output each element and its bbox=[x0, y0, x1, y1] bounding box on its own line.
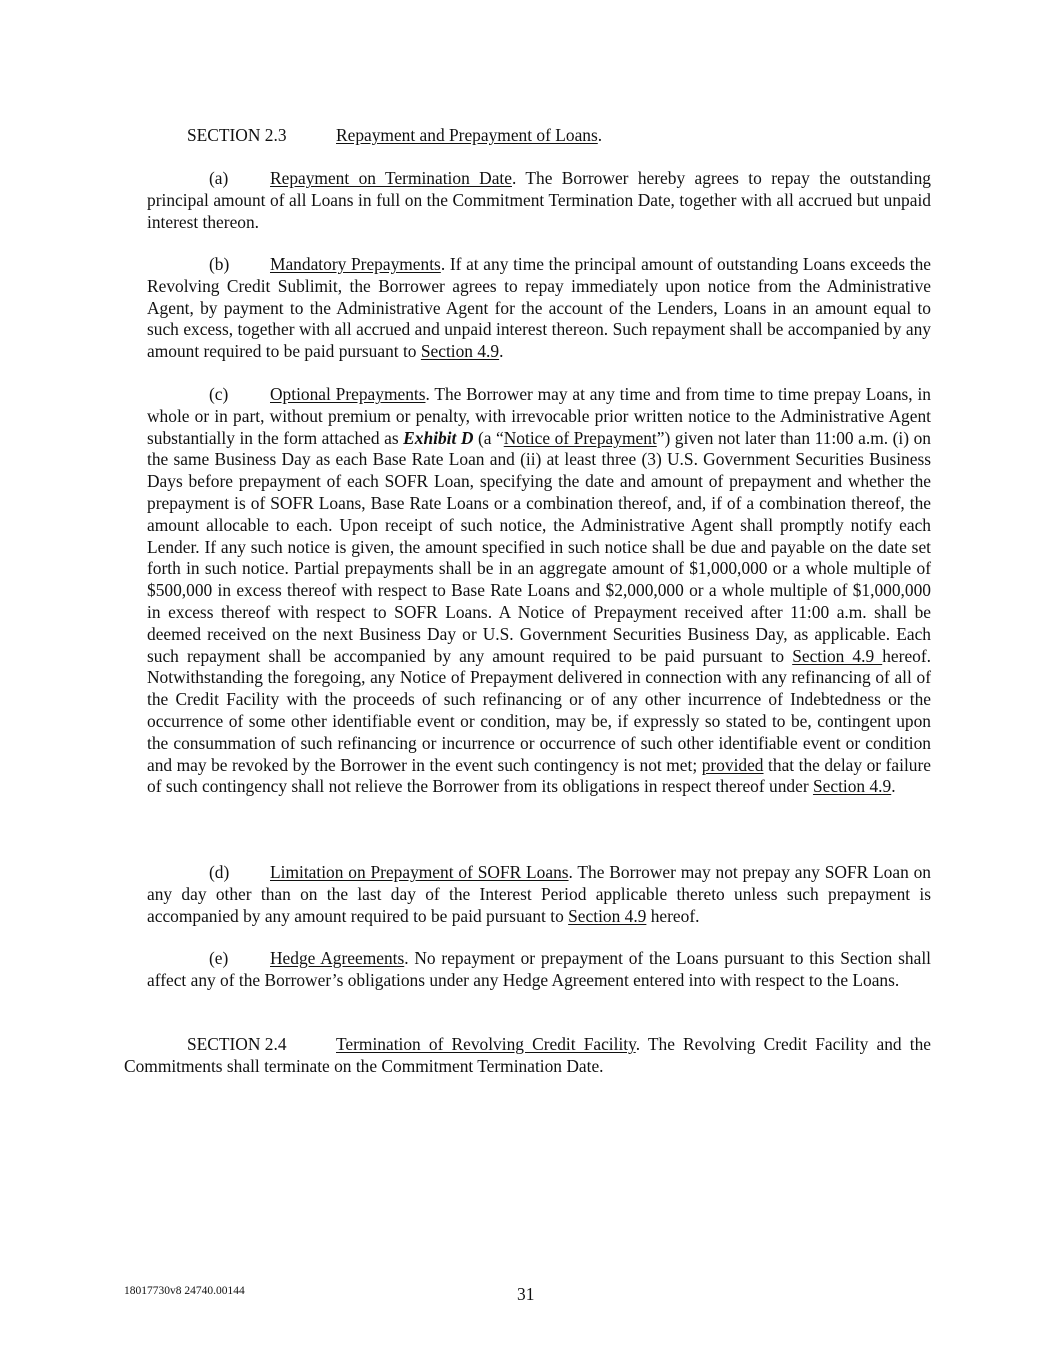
paragraph-d-label: (d) bbox=[209, 862, 230, 882]
paragraph-d-section-ref: Section 4.9 bbox=[568, 905, 647, 926]
paragraph-e-text: . No repayment or prepayment of the Loans pursuant to this Section shall affect any of the Borrower’s obligations under any Hedge Agreement entered into with respect to the Loans. bbox=[147, 948, 931, 990]
provided-term: provided bbox=[701, 754, 764, 775]
paragraph-e-label: (e) bbox=[209, 948, 229, 968]
section-2-3-title: Repayment and Prepayment of Loans bbox=[336, 125, 598, 145]
paragraph-e bbox=[147, 948, 931, 992]
section-2-4 bbox=[124, 1034, 931, 1078]
paragraph-c-text-1: . The Borrower may at any time and from time to time prepay Loans, in whole or in part, without premium or penalty, with irrevocable prior written notice to the Administrative Agent substantially in the form attached as bbox=[147, 384, 931, 448]
paragraph-c-text-4: hereof. Notwithstanding the foregoing, any Notice of Prepayment delivered in connection with any refinancing of all of the Credit Facility with the proceeds of such refinancing or of any other incurrence of Indebtedness or the occurrence of some other identifiable event or condition, may be, if expressly so stated to be, contingent upon the consummation of such refinancing or incurrence or occurrence of such other identifiable event or condition and may be revoked by the Borrower in the event such contingency is not met; bbox=[147, 645, 931, 775]
paragraph-d-end: hereof. bbox=[646, 905, 700, 926]
paragraph-c bbox=[147, 384, 931, 798]
paragraph-c-label: (c) bbox=[209, 384, 229, 404]
section-2-3-title-end: . bbox=[597, 125, 603, 145]
paragraph-a-heading: Repayment on Termination Date bbox=[270, 168, 512, 188]
paragraph-c-text-2: (a “ bbox=[473, 427, 504, 448]
section-2-3-number: SECTION 2.3 bbox=[187, 125, 287, 145]
paragraph-c-end: . bbox=[891, 776, 896, 797]
page-number: 31 bbox=[517, 1284, 535, 1304]
paragraph-b-section-ref: Section 4.9 bbox=[420, 341, 500, 362]
paragraph-b bbox=[147, 254, 931, 363]
paragraph-b-end: . bbox=[499, 341, 504, 362]
paragraph-c-section-ref-2: Section 4.9 bbox=[812, 776, 892, 797]
section-2-3-heading bbox=[187, 125, 602, 147]
notice-of-prepayment-term: Notice of Prepayment bbox=[503, 427, 657, 448]
footer-document-id: 18017730v8 24740.00144 bbox=[124, 1285, 245, 1297]
section-2-4-number: SECTION 2.4 bbox=[187, 1034, 287, 1054]
paragraph-b-text: . If at any time the principal amount of outstanding Loans exceeds the Revolving Credit Sublimit, the Borrower agrees to repay immediately upon notice from the Administrative Agent, by payment to the Administrative Agent for the account of the Lenders, Loans in an amount equal to such excess, together with all accrued and unpaid interest thereon. Such repayment shall be accompanied by any amount required to be paid pursuant to bbox=[147, 254, 932, 362]
paragraph-c-text-3: ”) given not later than 11:00 a.m. (i) on the same Business Day as each Base Rate Loan and (ii) at least three (3) U.S. Government Securities Business Days before prepayment of each SOFR Loan, specifying the date and amount of prepayment and whether the prepayment is of SOFR Loans, Base Rate Loans or a combination thereof, and, if of a combination thereof, the amount allocable to each. Upon receipt of such notice, the Administrative Agent shall promptly notify each Lender. If any such notice is given, the amount specified in such notice shall be due and payable on the date set forth in such notice. Partial prepayments shall be in an aggregate amount of $1,000,000 or a whole multiple of $500,000 in excess thereof with respect to Base Rate Loans and $2,000,000 or a whole multiple of $1,000,000 in excess thereof with respect to SOFR Loans. A Notice of Prepayment received after 11:00 a.m. shall be deemed received on the next Business Day or U.S. Government Securities Business Day, as applicable. Each such repayment shall be accompanied by any amount required to be paid pursuant to bbox=[147, 427, 931, 666]
paragraph-b-label: (b) bbox=[209, 254, 230, 274]
paragraph-a bbox=[147, 168, 931, 233]
paragraph-c-section-ref-1: Section 4.9 bbox=[792, 645, 883, 666]
paragraph-d-heading: Limitation on Prepayment of SOFR Loans bbox=[270, 862, 569, 882]
paragraph-a-label: (a) bbox=[209, 168, 229, 188]
paragraph-c-heading: Optional Prepayments bbox=[270, 384, 426, 404]
paragraph-d bbox=[147, 862, 931, 927]
paragraph-d-text: . The Borrower may not prepay any SOFR Loan on any day other than on the last day of the Interest Period applicable thereto unless such prepayment is accompanied by any amount required to be paid pursuant to bbox=[147, 862, 931, 926]
section-2-4-text: . The Revolving Credit Facility and the Commitments shall terminate on the Commitment Termination Date. bbox=[124, 1034, 931, 1076]
paragraph-c-text-5: that the delay or failure of such contingency shall not relieve the Borrower from its obligations in respect thereof under bbox=[147, 754, 931, 797]
paragraph-b-heading: Mandatory Prepayments bbox=[270, 254, 441, 274]
exhibit-d-reference: Exhibit D bbox=[403, 427, 474, 448]
paragraph-a-text: . The Borrower hereby agrees to repay the outstanding principal amount of all Loans in full on the Commitment Termination Date, together with all accrued but unpaid interest thereon. bbox=[147, 168, 931, 232]
section-2-4-title: Termination of Revolving Credit Facility bbox=[336, 1034, 636, 1054]
paragraph-e-heading: Hedge Agreements bbox=[270, 948, 405, 968]
